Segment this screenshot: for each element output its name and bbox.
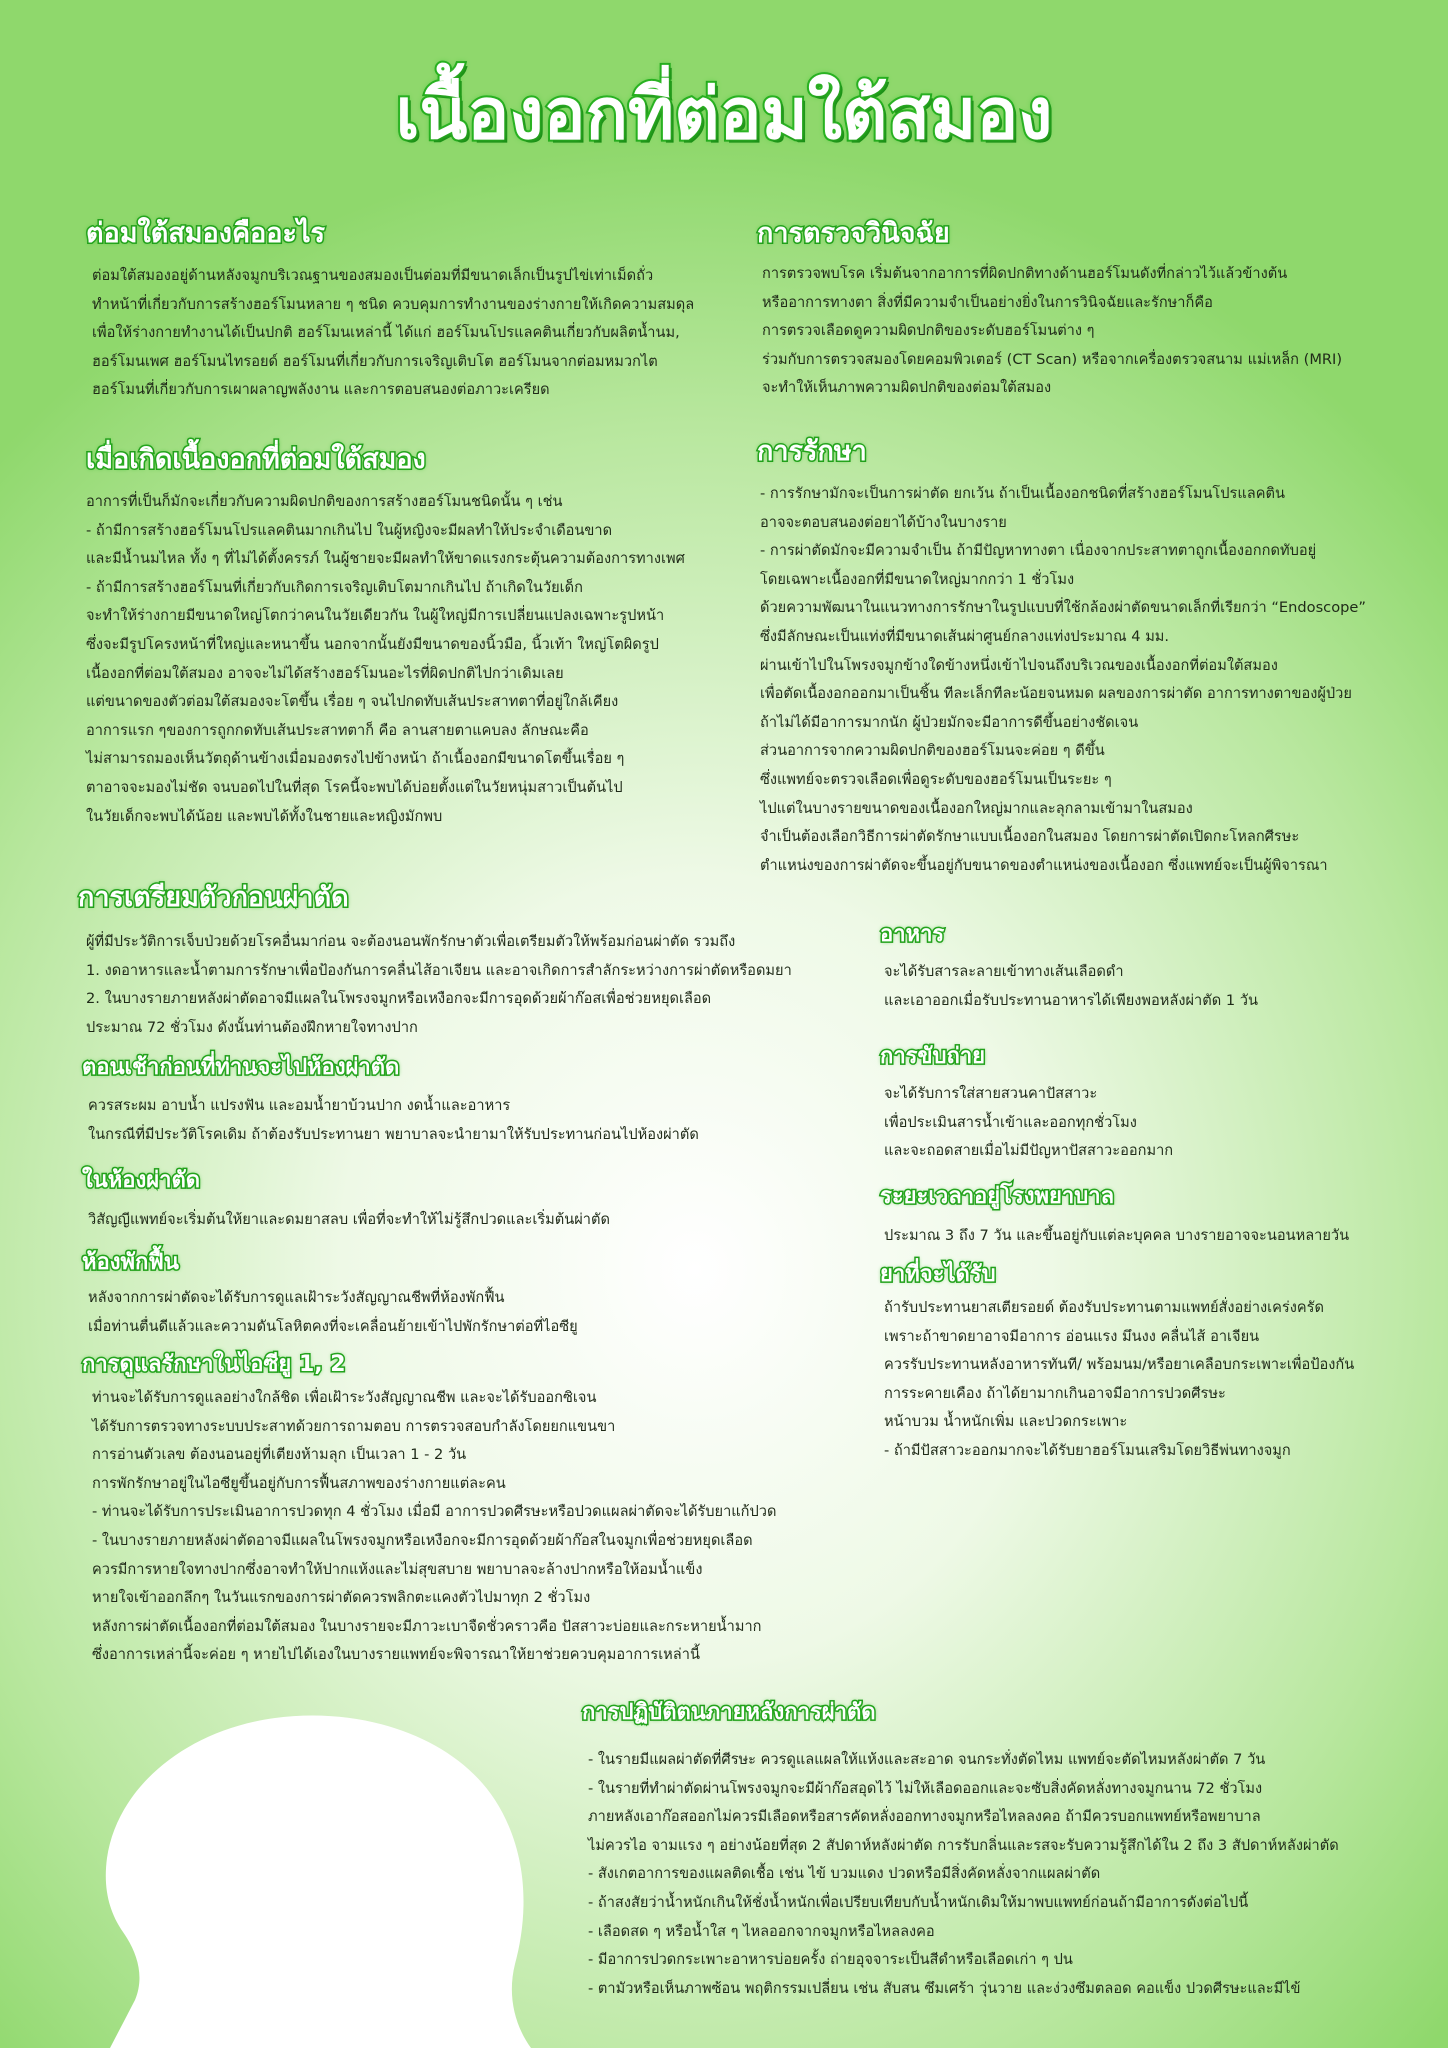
heading-icu: การดูแลรักษาในไอซียู 1, 2: [82, 1352, 346, 1377]
line: ไม่สามารถมองเห็นวัตถุด้านข้างเมื่อมองตรงไปข้างหน้า ถ้าเนื้องอกมีขนาดโตขึ้นเรื่อย ๆ: [86, 750, 625, 768]
text-medication: [884, 1294, 1354, 1466]
line: และมีน้ำนมไหล ทั้ง ๆ ที่ไม่ได้ตั้งครรภ์ ในผู้ชายจะมีผลทำให้ขาดแรงกระตุ้นความต้องการทางเพศ: [86, 550, 685, 568]
line: ในวัยเด็กจะพบได้น้อย และพบได้ทั้งในชายและหญิงมักพบ: [86, 807, 443, 825]
line: ซึ่งอาการเหล่านี้จะค่อย ๆ หายไปได้เองในบางรายแพทย์จะพิจารณาให้ยาช่วยควบคุมอาการเหล่านี้: [92, 1646, 700, 1664]
text-hospital-stay: [884, 1222, 1349, 1251]
line: 1. งดอาหารและน้ำตามการรักษาเพื่อป้องกันการคลื่นไส้อาเจียน และอาจเกิดการสำลักระหว่างการผ่าตัดหรือดมยา: [86, 961, 792, 979]
heading-when-tumor: เมื่อเกิดเนื้องอกที่ต่อมใต้สมอง: [86, 444, 426, 475]
heading-recovery: ห้องพักฟื้น: [82, 1250, 179, 1275]
line: ฮอร์โมนเพศ ฮอร์โมนไทรอยด์ ฮอร์โมนที่เกี่ยวกับการเจริญเติบโต ฮอร์โมนจากต่อมหมวกไต: [92, 352, 658, 370]
line: ฮอร์โมนที่เกี่ยวกับการเผาผลาญพลังงาน และการตอบสนองต่อภาวะเครียด: [92, 381, 550, 399]
line: หน้าบวม น้ำหนักเพิ่ม และปวดกระเพาะ: [884, 1413, 1128, 1431]
text-treatment: [760, 480, 1366, 880]
line: - ถ้ามีการสร้างฮอร์โมนโปรแลคตินมากเกินไป ในผู้หญิงจะมีผลทำให้ประจำเดือนขาด: [86, 521, 613, 539]
heading-what-is: ต่อมใต้สมองคืออะไร: [86, 218, 326, 249]
line: และจะถอดสายเมื่อไม่มีปัญหาปัสสาวะออกมาก: [884, 1142, 1174, 1160]
line: ร่วมกับการตรวจสมองโดยคอมพิวเตอร์ (CT Scan) หรือจากเครื่องตรวจสนาม แม่เหล็ก (MRI): [762, 350, 1343, 368]
heading-treatment: การรักษา: [757, 436, 867, 467]
line: จะทำให้ร่างกายมีขนาดใหญ่โตกว่าคนในวัยเดียวกัน ในผู้ใหญ่มีการเปลี่ยนแปลงเฉพาะรูปหน้า: [86, 607, 665, 625]
heading-operating-room: ในห้องผ่าตัด: [82, 1168, 201, 1193]
line: เพราะถ้าขาดยาอาจมีอาการ อ่อนแรง มึนงง คลื่นไส้ อาเจียน: [884, 1327, 1260, 1345]
line: เพื่อให้ร่างกายทำงานได้เป็นปกติ ฮอร์โมนเหล่านี้ ได้แก่ ฮอร์โมนโปรแลคตินเกี่ยวกับผลิตน้ำนม,: [92, 324, 680, 342]
line: ถ้าไม่ได้มีอาการมากนัก ผู้ป่วยมักจะมีอาการดีขึ้นอย่างชัดเจน: [760, 713, 1139, 731]
line: การตรวจเลือดดูความผิดปกติของระดับฮอร์โมนต่าง ๆ: [762, 322, 1095, 340]
line: ต่อมใต้สมองอยู่ด้านหลังจมูกบริเวณฐานของสมองเป็นต่อมที่มีขนาดเล็กเป็นรูปไข่เท่าเม็ดถั่ว: [92, 267, 654, 284]
heading-food: อาหาร: [880, 922, 945, 947]
line: ตาอาจจะมองไม่ชัด จนบอดไปในที่สุด โรคนี้จะพบได้บ่อยตั้งแต่ในวัยหนุ่มสาวเป็นต้นไป: [86, 778, 623, 796]
heading-medication: ยาที่จะได้รับ: [880, 1262, 996, 1287]
line: เพื่อประเมินสารน้ำเข้าและออกทุกชั่วโมง: [884, 1113, 1137, 1131]
heading-excretion: การขับถ่าย: [880, 1044, 986, 1069]
line: - การผ่าตัดมักจะมีความจำเป็น ถ้ามีปัญหาทางตา เนื่องจากประสาทตาถูกเนื้องอกกดทับอยู่: [760, 542, 1317, 560]
heading-diagnosis: การตรวจวินิจฉัย: [757, 218, 950, 249]
heading-preparation: การเตรียมตัวก่อนผ่าตัด: [78, 882, 349, 913]
line: ไม่ควรไอ จามแรง ๆ อย่างน้อยที่สุด 2 สัปดาห์หลังผ่าตัด การรับกลิ่นและรสจะรับความรู้สึกได้ใน 2 ถึง 3 สัปดาห์หลังผ่าตัด: [588, 1836, 1339, 1854]
line: หายใจเข้าออกลึกๆ ในวันแรกของการผ่าตัดควรพลิกตะแคงตัวไปมาทุก 2 ชั่วโมง: [92, 1589, 591, 1607]
text-excretion: [884, 1080, 1173, 1166]
line: ควรรับประทานหลังอาหารทันที/ พร้อมนม/หรือยาเคลือบกระเพาะเพื่อป้องกัน: [884, 1356, 1355, 1374]
text-diagnosis: [762, 260, 1342, 403]
line: ส่วนอาการจากความผิดปกติของฮอร์โมนจะค่อย ๆ ดีขึ้น: [760, 742, 1105, 760]
line: - ท่านจะได้รับการประเมินอาการปวดทุก 4 ชั่วโมง เมื่อมี อาการปวดศีรษะหรือปวดแผลผ่าตัดจะได้รับยาแก้ปวด: [92, 1503, 777, 1521]
poster-title: เนื้องอกที่ต่อมใต้สมอง: [395, 73, 1053, 155]
text-icu: [92, 1384, 776, 1670]
line: - ถ้ามีการสร้างฮอร์โมนที่เกี่ยวกับเกิดการเจริญเติบโตมากเกินไป ถ้าเกิดในวัยเด็ก: [86, 578, 583, 596]
line: - การรักษามักจะเป็นการผ่าตัด ยกเว้น ถ้าเป็นเนื้องอกชนิดที่สร้างฮอร์โมนโปรแลคติน: [760, 485, 1285, 502]
line: ซึ่งแพทย์จะตรวจเลือดเพื่อดูระดับของฮอร์โมนเป็นระยะ ๆ: [760, 770, 1112, 788]
line: โดยเฉพาะเนื้องอกที่มีขนาดใหญ่มากกว่า 1 ชั่วโมง: [760, 570, 1075, 588]
head-silhouette-icon: [95, 1700, 615, 2048]
line: ภายหลังเอาก๊อสออกไม่ควรมีเลือดหรือสารคัดหลั่งออกทางจมูกหรือไหลลงคอ ถ้ามีควรบอกแพทย์หรือพยาบาล: [588, 1808, 1261, 1826]
line: การพักรักษาอยู่ในไอซียูขึ้นอยู่กับการฟื้นสภาพของร่างกายแต่ละคน: [92, 1474, 506, 1492]
line: ทำหน้าที่เกี่ยวกับการสร้างฮอร์โมนหลาย ๆ ชนิด ควบคุมการทำงานของร่างกายให้เกิดความสมดุล: [92, 295, 695, 313]
text-morning: [88, 1092, 699, 1149]
line: ควรสระผม อาบน้ำ แปรงฟัน และอมน้ำยาบ้วนปาก งดน้ำและอาหาร: [88, 1097, 511, 1114]
heading-after-surgery: การปฏิบัติตนภายหลังการผ่าตัด: [582, 1700, 876, 1725]
line: ได้รับการตรวจทางระบบประสาทด้วยการถามตอบ การตรวจสอบกำลังโดยยกแขนขา: [92, 1417, 616, 1435]
line: ด้วยความพัฒนาในแนวทางการรักษาในรูปแบบที่ใช้กล้องผ่าตัดขนาดเล็กที่เรียกว่า “Endoscope”: [760, 599, 1366, 617]
text-what-is: [92, 262, 694, 405]
heading-hospital-stay: ระยะเวลาอยู่โรงพยาบาล: [880, 1184, 1115, 1209]
line: ประมาณ 72 ชั่วโมง ดังนั้นท่านต้องฝึกหายใจทางปาก: [86, 1018, 418, 1036]
text-food: [884, 958, 1258, 1015]
line: การอ่านตัวเลข ต้องนอนอยู่ที่เตียงห้ามลุก เป็นเวลา 1 - 2 วัน: [92, 1446, 467, 1464]
line: - สังเกตอาการของแผลติดเชื้อ เช่น ไข้ บวมแดง ปวดหรือมีสิ่งคัดหลั่งจากแผลผ่าตัด: [588, 1865, 1101, 1883]
line: เนื้องอกที่ต่อมใต้สมอง อาจจะไม่ได้สร้างฮอร์โมนอะไรที่ผิดปกติไปกว่าเดิมเลย: [86, 664, 564, 682]
text-when-tumor: [86, 488, 685, 831]
line: - เลือดสด ๆ หรือน้ำใส ๆ ไหลออกจากจมูกหรือไหลลงคอ: [588, 1922, 935, 1940]
line: อาจจะตอบสนองต่อยาได้บ้างในบางราย: [760, 513, 1007, 531]
line: หลังจากการผ่าตัดจะได้รับการดูแลเฝ้าระวังสัญญาณชีพที่ห้องพักฟื้น: [88, 1289, 505, 1306]
line: ซึ่งมีลักษณะเป็นแท่งที่มีขนาดเส้นผ่าศูนย์กลางแท่งประมาณ 4 มม.: [760, 627, 1170, 645]
line: ซึ่งจะมีรูปโครงหน้าที่ใหญ่และหนาขึ้น นอกจากนั้นยังมีขนาดของนิ้วมือ, นิ้วเท้า ใหญ่โตผิดรูป: [86, 635, 659, 653]
line: การระคายเคือง ถ้าได้ยามากเกินอาจมีอาการปวดศีรษะ: [884, 1384, 1226, 1402]
line: เพื่อตัดเนื้องอกออกมาเป็นชิ้น ทีละเล็กทีละน้อยจนหมด ผลของการผ่าตัด อาการทางตาของผู้ป่วย: [760, 685, 1352, 703]
line: - ถ้าสงสัยว่าน้ำหนักเกินให้ชั่งน้ำหนักเพื่อเปรียบเทียบกับน้ำหนักเดิมให้มาพบแพทย์ก่อนถ้ามีอาการดังต่อไปนี้: [588, 1893, 1249, 1911]
line: ควรมีการหายใจทางปากซึ่งอาจทำให้ปากแห้งและไม่สุขสบาย พยาบาลจะล้างปากหรือให้อมน้ำแข็ง: [92, 1560, 703, 1578]
line: อาการแรก ๆของการถูกกดทับเส้นประสาทตาก็ คือ ลานสายตาแคบลง ลักษณะคือ: [86, 721, 589, 739]
line: จะได้รับการใส่สายสวนคาปัสสาวะ: [884, 1085, 1098, 1102]
text-after-surgery: [588, 1746, 1339, 2003]
line: ผ่านเข้าไปในโพรงจมูกข้างใดข้างหนึ่งเข้าไปจนถึงบริเวณของเนื้องอกที่ต่อมใต้สมอง: [760, 656, 1278, 674]
line: - ในรายมีแผลผ่าตัดที่ศีรษะ ควรดูแลแผลให้แห้งและสะอาด จนกระทั่งตัดไหม แพทย์จะตัดไหมหลังผ่าตัด 7 วัน: [588, 1751, 1266, 1768]
line: เมื่อท่านตื่นดีแล้วและความดันโลหิตคงที่จะเคลื่อนย้ายเข้าไปพักรักษาต่อที่ไอซียู: [88, 1317, 578, 1335]
line: 2. ในบางรายภายหลังผ่าตัดอาจมีแผลในโพรงจมูกหรือเหงือกจะมีการอุดด้วยผ้าก๊อสเพื่อช่วยหยุดเลือด: [86, 990, 712, 1008]
line: ประมาณ 3 ถึง 7 วัน และขึ้นอยู่กับแต่ละบุคคล บางรายอาจจะนอนหลายวัน: [884, 1227, 1350, 1244]
line: จะทำให้เห็นภาพความผิดปกติของต่อมใต้สมอง: [762, 379, 1052, 397]
line: - ถ้ามีปัสสาวะออกมากจะได้รับยาฮอร์โมนเสริมโดยวิธีพ่นทางจมูก: [884, 1441, 1291, 1459]
line: ถ้ารับประทานยาสเตียรอยด์ ต้องรับประทานตามแพทย์สั่งอย่างเคร่งครัด: [884, 1299, 1324, 1316]
line: ตำแหน่งของการผ่าตัดจะขึ้นอยู่กับขนาดของตำแหน่งของเนื้องอก ซึ่งแพทย์จะเป็นผู้พิจารณา: [760, 856, 1328, 874]
line: ไปแต่ในบางรายขนาดของเนื้องอกใหญ่มากและลุกลามเข้ามาในสมอง: [760, 799, 1193, 817]
line: - ในบางรายภายหลังผ่าตัดอาจมีแผลในโพรงจมูกหรือเหงือกจะมีการอุดด้วยผ้าก๊อสในจมูกเพื่อช่วยหยุดเลือด: [92, 1531, 753, 1549]
line: หรืออาการทางตา สิ่งที่มีความจำเป็นอย่างยิ่งในการวินิจฉัยและรักษาก็คือ: [762, 293, 1213, 311]
line: ท่านจะได้รับการดูแลอย่างใกล้ชิด เพื่อเฝ้าระวังสัญญาณชีพ และจะได้รับออกซิเจน: [92, 1389, 597, 1406]
text-preparation: [86, 928, 792, 1042]
line: อาการที่เป็นก็มักจะเกี่ยวกับความผิดปกติของการสร้างฮอร์โมนชนิดนั้น ๆ เช่น: [86, 493, 563, 510]
text-recovery: [88, 1284, 578, 1341]
line: จะได้รับสารละลายเข้าทางเส้นเลือดดำ: [884, 963, 1124, 980]
line: จำเป็นต้องเลือกวิธีการผ่าตัดรักษาแบบเนื้องอกในสมอง โดยการผ่าตัดเปิดกะโหลกศีรษะ: [760, 828, 1300, 846]
line: ในกรณีที่มีประวัติโรคเดิม ถ้าต้องรับประทานยา พยาบาลจะนำยามาให้รับประทานก่อนไปห้องผ่าตัด: [88, 1125, 699, 1143]
line: - ในรายที่ทำผ่าตัดผ่านโพรงจมูกจะมีผ้าก๊อสอุดไว้ ไม่ให้เลือดออกและจะซับสิ่งคัดหลั่งทางจมูกนาน 72 ชั่วโมง: [588, 1779, 1263, 1797]
text-operating-room: [88, 1206, 610, 1235]
line: หลังการผ่าตัดเนื้องอกที่ต่อมใต้สมอง ในบางรายจะมีภาวะเบาจืดชั่วคราวคือ ปัสสาวะบ่อยและกระหายน้ำมาก: [92, 1617, 762, 1635]
heading-morning: ตอนเช้าก่อนที่ท่านจะไปห้องผ่าตัด: [82, 1055, 400, 1080]
line: แต่ขนาดของตัวต่อมใต้สมองจะโตขึ้น เรื่อย ๆ จนไปกดทับเส้นประสาทตาที่อยู่ใกล้เคียง: [86, 693, 619, 711]
line: วิสัญญีแพทย์จะเริ่มต้นให้ยาและดมยาสลบ เพื่อที่จะทำให้ไม่รู้สึกปวดและเริ่มต้นผ่าตัด: [88, 1211, 610, 1228]
line: - ตามัวหรือเห็นภาพซ้อน พฤติกรรมเปลี่ยน เช่น สับสน ซึมเศร้า วุ่นวาย และง่วงซึมตลอด คอแข็ง ปวดศีรษะและมีไข้: [588, 1979, 1301, 1997]
line: - มีอาการปวดกระเพาะอาหารบ่อยครั้ง ถ่ายอุจจาระเป็นสีดำหรือเลือดเก่า ๆ ปน: [588, 1951, 1073, 1969]
line: การตรวจพบโรค เริ่มต้นจากอาการที่ผิดปกติทางด้านฮอร์โมนดังที่กล่าวไว้แล้วข้างต้น: [762, 265, 1288, 282]
line: ผู้ที่มีประวัติการเจ็บป่วยด้วยโรคอื่นมาก่อน จะต้องนอนพักรักษาตัวเพื่อเตรียมตัวให้พร้อมก่อนผ่าตัด รวมถึง: [86, 933, 736, 950]
line: และเอาออกเมื่อรับประทานอาหารได้เพียงพอหลังผ่าตัด 1 วัน: [884, 991, 1258, 1009]
